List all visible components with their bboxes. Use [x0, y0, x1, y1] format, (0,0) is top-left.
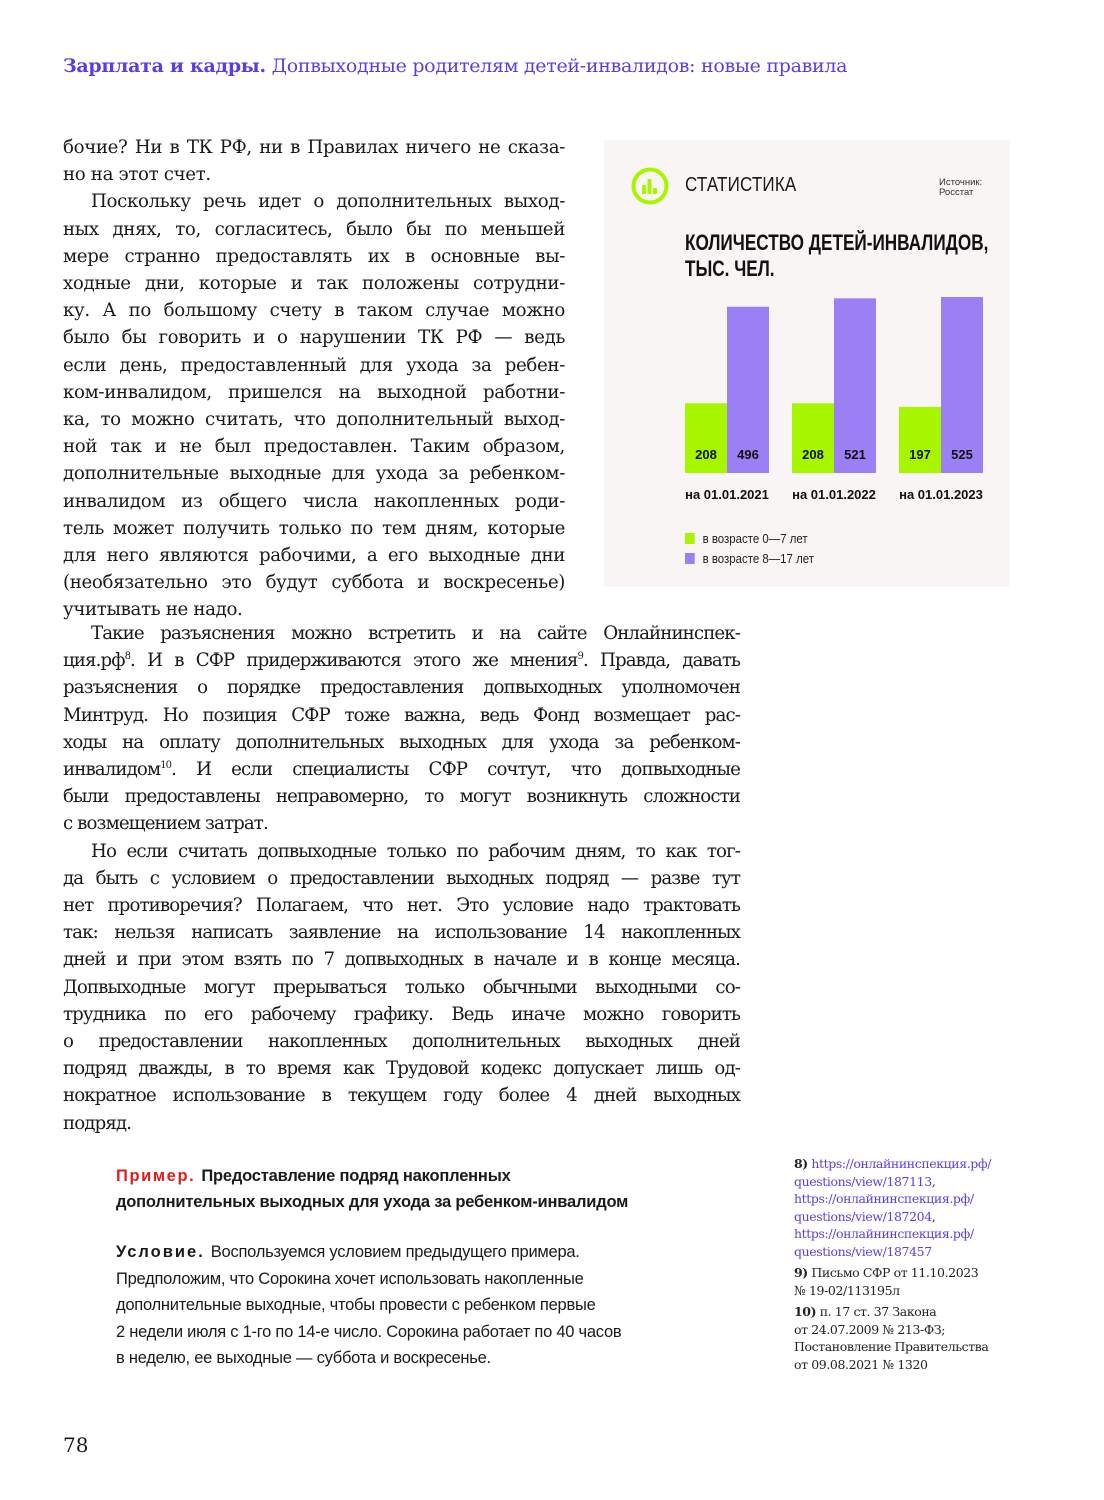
footnote-number: 8)	[794, 1156, 808, 1171]
text-line: с возмещением затрат.	[63, 813, 268, 835]
footnote-text: Постановление Правительства	[794, 1339, 989, 1354]
footnote-text: № 19-02/113195л	[794, 1282, 900, 1298]
text-line: Допвыходные могут прерываться только обычными выходными со-	[63, 976, 740, 998]
statistics-badge: СТАТИСТИКА	[685, 174, 797, 196]
text-line: инвалидом из общего числа накопленных роди-	[63, 490, 565, 512]
article-column-2	[63, 620, 740, 1137]
legend-swatch-young	[685, 533, 695, 544]
condition-line: 2 недели июля с 1-го по 14-е число. Сорокина работает по 40 часов	[116, 1322, 622, 1341]
condition-line: дополнительные выходные, чтобы провести с ребенком первые	[116, 1296, 596, 1314]
footnote-ref-8[interactable]: 8	[124, 651, 131, 663]
footnote-link[interactable]: https://онлайнинспекция.рф/ questions/view/187457	[794, 1226, 974, 1259]
example-title-line-2: дополнительных выходных для ухода за ребенком-инвалидом	[116, 1193, 629, 1211]
footnote-text: от 24.07.2009 № 213-ФЗ;	[794, 1321, 946, 1337]
bar-age-0-7-1	[792, 403, 834, 473]
text-line: Но если считать допвыходные только по рабочим дням, то как тог-	[91, 840, 740, 862]
example-label: Пример.	[116, 1167, 196, 1185]
bar-value-label: 521	[844, 447, 866, 462]
text-line: нократное использование в текущем году более 4 дней выходных	[63, 1085, 740, 1107]
footnote-text: от 09.08.2021 № 1320	[794, 1356, 928, 1372]
running-head	[63, 55, 847, 77]
legend-item-0-7	[685, 528, 814, 548]
source-value: Росстат	[939, 187, 974, 198]
legend-label: в возрасте 8—17 лет	[702, 550, 814, 566]
text-fragment: . И если специалисты СФР сочтут, что допвыходные	[171, 759, 740, 781]
text-line	[63, 647, 740, 674]
text-line: ком-инвалидом, пришелся на выходной работни-	[63, 381, 565, 403]
example-heading	[116, 1163, 736, 1215]
text-fragment: . И в СФР придерживаются этого же мнения	[130, 650, 578, 672]
text-line: (необязательно это будут суббота и воскресенье)	[63, 572, 565, 594]
bar-value-label: 208	[802, 447, 824, 462]
text-line	[63, 756, 740, 783]
text-line: мере странно предоставлять их в основные вы-	[63, 245, 565, 267]
example-title-line-1: Предоставление подряд накопленных	[201, 1167, 511, 1185]
text-line: нет противоречия? Полагаем, что нет. Это условие надо трактовать	[63, 895, 740, 917]
condition-line: в неделю, ее выходные — суббота и воскресенье.	[116, 1349, 491, 1367]
category-label: на 01.01.2022	[792, 487, 876, 502]
text-line: ка, то можно считать, что дополнительный выход-	[63, 409, 565, 431]
bar-age-0-7-0	[685, 403, 727, 473]
text-line: подряд.	[63, 1112, 132, 1134]
category-label: на 01.01.2021	[685, 487, 769, 502]
text-line: так: нельзя написать заявление на использование 14 накопленных	[63, 922, 740, 944]
text-line: ходы на оплату дополнительных выходных для ухода за ребенком-	[63, 731, 740, 753]
text-fragment: инвалидом	[63, 759, 161, 781]
legend-item-8-17	[685, 548, 814, 568]
chart-title-line-1: КОЛИЧЕСТВО ДЕТЕЙ-ИНВАЛИДОВ,	[685, 230, 989, 255]
text-line: тель может получить только по тем дням, которые	[63, 517, 565, 539]
chart-title-line-2: ТЫС. ЧЕЛ.	[685, 256, 775, 281]
footnote-number: 9)	[794, 1265, 808, 1280]
text-line: о предоставлении накопленных дополнительных выходных дней	[63, 1031, 740, 1053]
statistics-infographic	[604, 140, 1010, 587]
text-line: но на этот счет.	[63, 164, 211, 186]
footnote-8: 8) https://онлайнинспекция.рф/ questions/view/187113, https://онлайнинспекция.рф/ questions/view/187204, https://онлайнинспекция.рф/ questions/view/187457	[794, 1156, 992, 1259]
text-line: бочие? Ни в ТК РФ, ни в Правилах ничего не сказа-	[63, 137, 565, 158]
text-line: подряд дважды, в то время как Трудовой кодекс допускает лишь од-	[63, 1058, 740, 1080]
text-line: для него являются рабочими, а его выходные дни	[63, 545, 565, 567]
running-head-section: Зарплата и кадры.	[63, 55, 266, 77]
text-line: разъяснения о порядке предоставления допвыходных уполномочен	[63, 677, 740, 699]
footnote-number: 10)	[794, 1304, 817, 1319]
condition-label: Условие.	[116, 1243, 205, 1261]
footnote-9	[794, 1264, 1024, 1299]
text-line: учитывать не надо.	[63, 599, 243, 621]
source-label: Источник:	[939, 177, 983, 188]
category-label: на 01.01.2023	[899, 487, 983, 502]
text-line: ной так и не был предоставлен. Таким образом,	[63, 436, 565, 458]
footnote-link[interactable]: https://онлайнинспекция.рф/ questions/view/187204	[794, 1191, 974, 1224]
legend-swatch-older	[685, 553, 695, 564]
text-line: ных днях, то, согласитесь, было бы по меньшей	[63, 218, 565, 240]
text-fragment: . Правда, давать	[582, 650, 740, 672]
text-line: трудника по его рабочему графику. Ведь иначе можно говорить	[63, 1003, 740, 1025]
article-column-1	[63, 134, 565, 624]
text-fragment: ция.рф	[63, 650, 125, 672]
running-head-title: Допвыходные родителям детей-инвалидов: новые правила	[271, 55, 848, 77]
page-number: 78	[63, 1433, 89, 1457]
footnote-10	[794, 1303, 1024, 1373]
condition-line: Воспользуемся условием предыдущего примера.	[210, 1243, 580, 1261]
text-line: Поскольку речь идет о дополнительных выход-	[91, 191, 565, 213]
chart-legend	[685, 528, 832, 568]
text-line: были предоставлены неправомерно, то могут возникнуть сложности	[63, 786, 740, 808]
bar-value-label: 496	[737, 447, 759, 462]
bar-chart	[604, 140, 1010, 520]
bar-value-label: 197	[909, 447, 931, 462]
footnotes	[794, 1155, 1024, 1377]
bar-age-0-7-2	[899, 407, 941, 473]
footnote-text: Письмо СФР от 11.10.2023	[811, 1265, 979, 1280]
text-line: если день, предоставленный для ухода за ребен-	[63, 354, 565, 376]
bar-value-label: 208	[695, 447, 717, 462]
example-condition	[116, 1239, 736, 1372]
footnote-ref-9[interactable]: 9	[577, 651, 583, 663]
condition-line: Предположим, что Сорокина хочет использовать накопленные	[116, 1269, 584, 1288]
example-block	[116, 1163, 736, 1372]
footnote-ref-10[interactable]: 10	[160, 759, 172, 771]
legend-label: в возрасте 0—7 лет	[702, 530, 808, 546]
text-line: ходные дни, которые и так положены сотрудни-	[63, 273, 565, 295]
text-line: Минтруд. Но позиция СФР тоже важна, ведь Фонд возмещает рас-	[63, 704, 740, 726]
text-line: дней и при этом взять по 7 допвыходных в начале и в конце месяца.	[63, 949, 740, 971]
text-line: Такие разъяснения можно встретить и на сайте Онлайнинспек-	[91, 623, 740, 644]
text-line: ку. А по большому счету в таком случае можно	[63, 300, 565, 322]
footnote-link[interactable]: https://онлайнинспекция.рф/ questions/view/187113	[794, 1156, 992, 1189]
bar-value-label: 525	[951, 447, 973, 462]
footnote-text: п. 17 ст. 37 Закона	[819, 1304, 937, 1319]
text-line: было бы говорить и о нарушении ТК РФ — ведь	[63, 327, 565, 349]
text-line: дополнительные выходные для ухода за ребенком-	[63, 463, 565, 485]
text-line: да быть с условием о предоставлении выходных подряд — разве тут	[63, 867, 740, 889]
